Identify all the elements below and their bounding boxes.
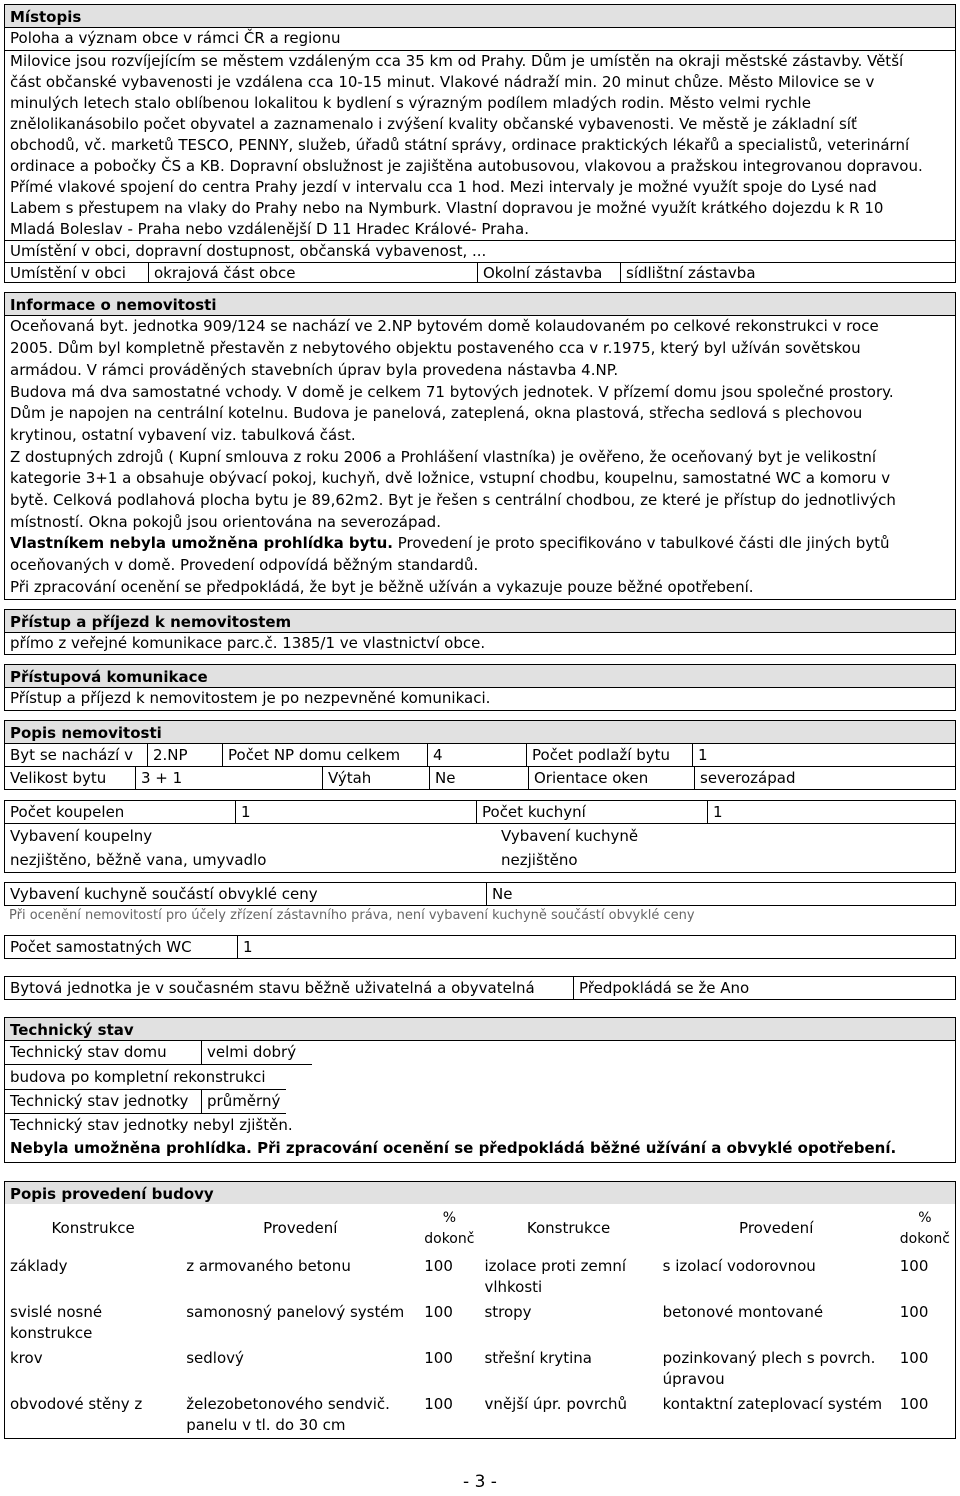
section-informace — [4, 292, 956, 599]
usable-label: Bytová jednotka je v současném stavu běžně uživatelná a obyvatelná — [10, 978, 535, 997]
unit-state-row — [5, 1089, 955, 1114]
header-konstrukce-2: Konstrukce — [526, 1219, 611, 1238]
count-row — [5, 801, 955, 823]
page-number: - 3 - — [463, 1472, 497, 1492]
placement-row — [5, 262, 955, 282]
bold-sentence: Vlastníkem nebyla umožněna prohlídka bytu. — [10, 534, 393, 553]
header-pct — [419, 1204, 479, 1254]
bath-count-label: Počet koupelen — [10, 802, 125, 821]
table-cell-d2: 100 — [899, 1302, 929, 1321]
pct-top: % — [918, 1209, 932, 1226]
text-line: Dům je napojen na centrální kotelnu. Budova je panelová, zateplená, okna plastová, střecha sedlová s plechovou — [10, 404, 863, 423]
text-line: Při zpracování ocenění se předpokládá, že byt je běžně užíván a vykazuje pouze běžné opotřebení. — [10, 577, 754, 596]
placement-value: okrajová část obce — [148, 263, 477, 282]
pct-bottom: dokonč — [899, 1230, 950, 1247]
bath-equip-value: nezjištěno, běžně vana, umyvadlo — [10, 850, 267, 869]
table-cell-d2: 100 — [899, 1348, 929, 1367]
kitchen-part-value: Ne — [486, 883, 955, 905]
text-line: minulých letech stalo oblíbenou lokalitou k bydlení s výrazným podílem mladých rodin. Město velmi rychle — [10, 93, 811, 112]
pristup-text: přímo z veřejné komunikace parc.č. 1385/1 ve vlastnictví obce. — [10, 633, 486, 652]
text-line: oceňovaných v domě. Provedení odpovídá běžným standardů. — [10, 556, 479, 575]
text-line: ordinace a pobočky ČS a KB. Dopravní obslužnost je zajištěna autobusovou, vlakovou a pražskou integrovanou dopravou. — [10, 156, 923, 175]
section-title: Popis provedení budovy — [5, 1182, 955, 1204]
equip-block — [5, 823, 955, 872]
table-row — [5, 1300, 955, 1346]
table-cell-d2: 100 — [899, 1256, 929, 1275]
pp-label: Počet podlaží bytu — [526, 744, 692, 766]
floor-label: Byt se nachází v — [10, 745, 133, 764]
header-provedeni: Provedení — [263, 1219, 338, 1238]
table-row — [5, 1392, 955, 1438]
table-cell-d1: 100 — [424, 1348, 453, 1367]
header-provedeni-2: Provedení — [739, 1219, 814, 1238]
table-cell-k1: základy — [10, 1256, 68, 1275]
kitchen-equip-label: Vybavení kuchyně — [501, 826, 639, 845]
wc-label: Počet samostatných WC — [10, 937, 192, 956]
table-cell-k1: krov — [10, 1348, 43, 1367]
pct-top: % — [442, 1209, 456, 1226]
orient-label: Orientace oken — [528, 767, 694, 789]
section-provedeni — [4, 1181, 956, 1439]
bath-count-value: 1 — [235, 801, 476, 823]
text-line: znělolikanásobilo počet obyvatel a zaznamenalo i zvýšení kvality občanské vybavenosti. Ve městě je základní síť — [10, 114, 857, 133]
surroundings-value: sídlištní zástavba — [620, 263, 955, 282]
table-cell-k2: izolace proti zemní vlhkosti — [484, 1256, 627, 1296]
text-line: krytinou, ostatní vybavení viz. tabulková část. — [10, 425, 356, 444]
table-cell-k2: střešní krytina — [484, 1348, 592, 1367]
section-title: Technický stav — [5, 1018, 955, 1041]
usable — [5, 977, 955, 999]
pp-value: 1 — [692, 744, 955, 766]
wc-value: 1 — [237, 936, 955, 958]
table-cell-p2: betonové montované — [662, 1302, 824, 1321]
text-line: Budova má dva samostatné vchody. V domě je celkem 71 bytových jednotek. V přízemí domu jsou společné prostory. — [10, 382, 894, 401]
text-line: 2005. Dům byl kompletně přestavěn z nebytového objektu postaveného cca v r.1975, který byl užíván sovětskou — [10, 339, 861, 358]
mistopis-text — [5, 51, 955, 240]
wc — [5, 936, 955, 958]
kitchen-equip-value: nezjištěno — [501, 850, 578, 869]
text-line: část občanské vybavenosti je vzdálena cca 10-15 minut. Vlakové nádraží min. 20 minut chůze. Město Milovice se v — [10, 72, 875, 91]
section-subtitle: Poloha a význam obce v rámci ČR a regionu — [5, 28, 955, 51]
komunikace-text: Přístup a příjezd k nemovitostem je po nezpevněné komunikaci. — [10, 689, 491, 708]
text-line: Oceňovaná byt. jednotka 909/124 se nachází ve 2.NP bytovém domě kolaudovaném po celkové rekonstrukci v roce — [10, 317, 879, 336]
kitchen-part — [5, 883, 955, 905]
informace-text — [5, 316, 955, 598]
kitchen-note: Při ocenění nemovitostí pro účely zřízení zástavního práva, není vybavení kuchyně součástí obvyklé ceny — [9, 907, 695, 923]
after-bold: Provedení je proto specifikováno v tabulkové části dle jiných bytů — [392, 534, 890, 553]
kitchen-count-label: Počet kuchyní — [476, 801, 707, 823]
section-komunikace — [4, 664, 956, 711]
table-cell-p2: kontaktní zateplovací systém — [662, 1394, 883, 1413]
bath-equip — [5, 824, 496, 872]
house-state-label: Technický stav domu — [5, 1041, 202, 1065]
size-value: 3 + 1 — [135, 767, 322, 789]
bath-kitchen-block — [4, 800, 956, 873]
section-title: Informace o nemovitosti — [5, 293, 955, 316]
text-line: Milovice jsou rozvíjejícím se městem vzdáleným cca 35 km od Prahy. Dům je umístěn na okraji městské zástavby. Větší — [10, 51, 904, 70]
section-title: Přístupová komunikace — [5, 665, 955, 688]
section-technicky — [4, 1017, 956, 1163]
table-header-row — [5, 1204, 955, 1254]
table-cell-d1: 100 — [424, 1394, 453, 1413]
size-label: Velikost bytu — [10, 768, 107, 787]
bath-equip-label: Vybavení koupelny — [10, 826, 153, 845]
section-mistopis — [4, 4, 956, 283]
table-cell-p1: sedlový — [186, 1348, 244, 1367]
text-line: kategorie 3+1 a obsahuje obývací pokoj, kuchyň, dvě ložnice, vstupní chodbu, koupelnu, samostatné WC a komoru v — [10, 469, 891, 488]
house-state-note: budova po kompletní rekonstrukci — [10, 1067, 266, 1086]
section-pristup — [4, 609, 956, 656]
text-line: Labem s přestupem na vlaky do Prahy nebo na Nymburk. Vlastní dopravou je možné využít krátkého dojezdu k R 10 — [10, 198, 884, 217]
usable-row — [4, 976, 956, 1000]
table-cell-p1: z armovaného betonu — [186, 1256, 351, 1275]
text-line: Přímé vlakové spojení do centra Prahy jezdí v intervalu cca 1 hod. Mezi intervaly je možné využít spoje do Lysé nad — [10, 177, 877, 196]
section-popis — [4, 720, 956, 790]
np-label: Počet NP domu celkem — [222, 744, 427, 766]
kitchen-count-value: 1 — [707, 801, 955, 823]
section-title: Popis nemovitosti — [5, 721, 955, 744]
lift-label: Výtah — [322, 767, 429, 789]
usable-value: Předpokládá se že Ano — [573, 977, 955, 999]
table-cell-p2: pozinkovaný plech s povrch. úpravou — [662, 1348, 876, 1388]
table-cell-d2: 100 — [899, 1394, 929, 1413]
table-row — [5, 1254, 955, 1300]
house-state-row — [5, 1041, 955, 1065]
table-cell-p1: samonosný panelový systém — [186, 1302, 405, 1321]
text-line: bytě. Celková podlahová plocha bytu je 89,62m2. Byt je řešen s centrální chodbou, ze které je přístup do jednotlivých — [10, 491, 896, 510]
text-line: armádou. V rámci prováděných stavebních úprav byla provedena nástavba 4.NP. — [10, 360, 619, 379]
section-title: Přístup a příjezd k nemovitostem — [5, 610, 955, 633]
orient-value: severozápad — [694, 767, 955, 789]
header-konstrukce: Konstrukce — [51, 1219, 135, 1238]
popis-row-1 — [5, 744, 955, 766]
text-line: obchodů, vč. marketů TESCO, PENNY, služeb, úřadů státní správy, ordinace praktických lékařů a specialistů, veterinární — [10, 135, 910, 154]
kitchen-part-label: Vybavení kuchyně součástí obvyklé ceny — [10, 884, 318, 903]
kitchen-equip — [496, 824, 955, 872]
unit-bold-note: Nebyla umožněna prohlídka. Při zpracování ocenění se předpokládá běžné užívání a obvyklé opotřebení. — [10, 1138, 897, 1157]
placement-heading: Umístění v obci, dopravní dostupnost, občanská vybavenost, ... — [5, 240, 955, 263]
lift-value: Ne — [429, 767, 528, 789]
table-cell-k2: vnější úpr. povrchů — [484, 1394, 628, 1413]
document-page — [4, 4, 956, 1448]
table-cell-d1: 100 — [424, 1256, 453, 1275]
placement-label: Umístění v obci — [10, 264, 126, 283]
text-line: Mladá Boleslav - Praha nebo vzdálenější D 11 Hradec Králové- Praha. — [10, 219, 529, 238]
popis-row-2 — [5, 766, 955, 790]
table-cell-k1: svislé nosné konstrukce — [10, 1302, 103, 1342]
surroundings-label: Okolní zástavba — [477, 263, 620, 282]
table-cell-d1: 100 — [424, 1302, 453, 1321]
floor-value: 2.NP — [147, 744, 222, 766]
wc-row — [4, 935, 956, 959]
text-line: místností. Okna pokojů jsou orientována na severozápad. — [10, 512, 441, 531]
construction-table — [5, 1204, 955, 1438]
table-cell-k2: stropy — [484, 1302, 532, 1321]
np-value: 4 — [427, 744, 526, 766]
table-cell-p1: železobetonového sendvič. panelu v tl. do 30 cm — [186, 1394, 390, 1434]
unit-state-value: průměrný — [202, 1089, 286, 1114]
table-cell-p2: s izolací vodorovnou — [662, 1256, 816, 1275]
kitchen-part-row — [4, 882, 956, 906]
table-row — [5, 1346, 955, 1392]
unit-state-note: Technický stav jednotky nebyl zjištěn. — [10, 1115, 293, 1134]
house-state-value: velmi dobrý — [202, 1041, 312, 1065]
unit-state-label: Technický stav jednotky — [5, 1089, 202, 1114]
header-pct-2 — [895, 1204, 955, 1254]
section-title: Místopis — [5, 5, 955, 28]
pct-bottom: dokonč — [424, 1230, 475, 1247]
table-cell-k1: obvodové stěny z — [10, 1394, 143, 1413]
text-line: Z dostupných zdrojů ( Kupní smlouva z roku 2006 a Prohlášení vlastníka) je ověřeno, že oceňovaný byt je velikostní — [10, 447, 877, 466]
